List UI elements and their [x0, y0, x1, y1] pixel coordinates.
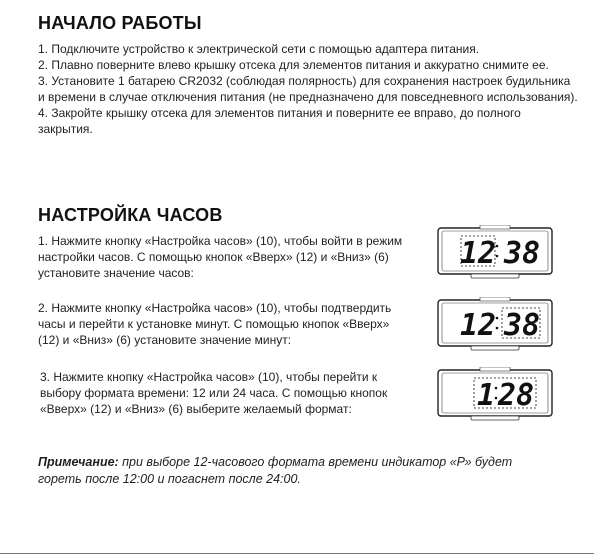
note-label: Примечание:: [38, 455, 119, 469]
clock-hours-digits: 1: [476, 378, 496, 413]
clock-step-3: 3. Нажмите кнопку «Настройка часов» (10), чтобы перейти к выбору формата времени: 12 или 24 часа. С помощью кнопок «Вверх» (12) и «Вниз» (6) выберите желаемый формат:: [40, 370, 388, 416]
start-step-1: 1. Подключите устройство к электрической сети с помощью адаптера питания.: [38, 42, 480, 56]
clock-minutes-digits: 38: [503, 308, 541, 343]
clock-hours-digits: 12: [459, 308, 497, 343]
note: [38, 454, 558, 488]
start-step-4: 4. Закройте крышку отсека для элементов питания и поверните ее вправо, до полного закрытия.: [38, 106, 521, 136]
clock-hours-digits: 12: [459, 236, 497, 271]
clock-step-2: 2. Нажмите кнопку «Настройка часов» (10), чтобы подтвердить часы и перейти к установке минут. С помощью кнопок «Вверх» (12) и «Вниз» (6) установите значение минут:: [38, 301, 392, 347]
section-title-getting-started: НАЧАЛО РАБОТЫ: [38, 13, 202, 33]
getting-started-steps: [38, 41, 578, 137]
clock-step-1: 1. Нажмите кнопку «Настройка часов» (10), чтобы войти в режим настройки часов. С помощью кнопок «Вверх» (12) и «Вниз» (6) установите значение часов:: [38, 234, 403, 280]
page-bottom-divider: [0, 553, 594, 554]
clock-illustration-format: [436, 367, 554, 423]
start-step-2: 2. Плавно поверните влево крышку отсека для элементов питания и аккуратно снимите ее.: [38, 58, 549, 72]
note-text: при выборе 12-часового формата времени индикатор «Р» будет гореть после 12:00 и погаснет после 24:00.: [38, 455, 513, 486]
section-title-clock-setting: НАСТРОЙКА ЧАСОВ: [38, 205, 223, 225]
clock-illustration-minutes: [436, 297, 554, 353]
clock-minutes-digits: 38: [503, 236, 541, 271]
clock-minutes-digits: 28: [497, 378, 535, 413]
clock-illustration-hours: [436, 225, 554, 281]
start-step-3: 3. Установите 1 батарею CR2032 (соблюдая полярность) для сохранения настроек будильника и времени в случае отключения питания (не предназначено для повседневного использования).: [38, 74, 578, 104]
